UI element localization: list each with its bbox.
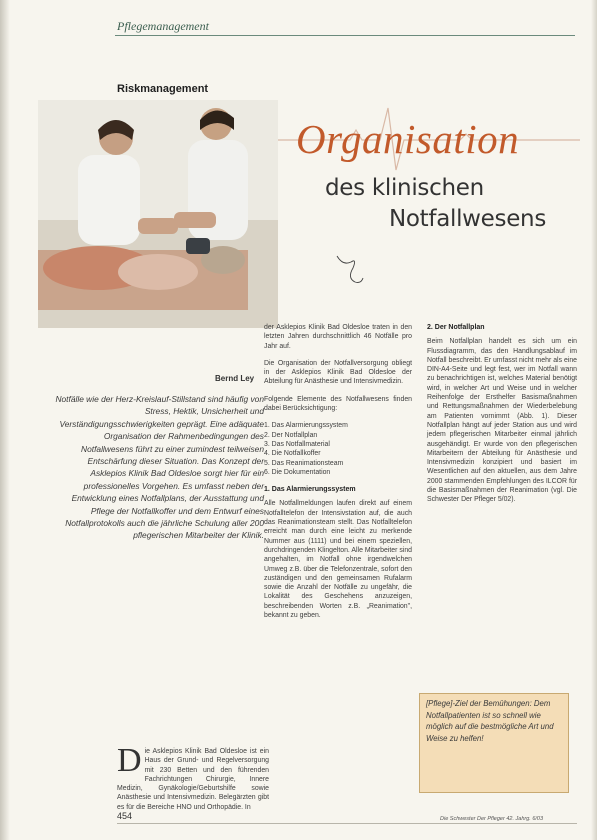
- drop-cap: D: [117, 742, 142, 779]
- author-name: Bernd Ley: [215, 374, 255, 383]
- page-number: 454: [117, 811, 133, 821]
- list-item: 2. Der Notfallplan: [264, 431, 318, 439]
- section-heading-alarm: 1. Das Alarmierungssystem: [264, 486, 356, 494]
- elements-list: [264, 421, 412, 477]
- list-item: 4. Die Notfallkoffer: [264, 450, 321, 458]
- handwritten-squiggle: [333, 252, 367, 288]
- header-rule: [115, 35, 575, 36]
- footer-rule: [117, 823, 577, 824]
- column-1-text: ie Asklepios Klinik Bad Oldesloe ist ein Haus der Grund- und Regelversorgung mit 230 Betten und den führenden Fachrichtungen Chirurgie, Innere Medizin, Gynäkologie/Geburtshilfe sowie Anästhesie und Intensivmedizin. Belegärzten gibt es für die Bereiche HNO und Orthopädie. In: [117, 748, 269, 811]
- body-column-1: [117, 742, 269, 812]
- list-item: 1. Das Alarmierungssystem: [264, 422, 348, 430]
- list-item: 3. Das Notfallmaterial: [264, 440, 330, 448]
- column-2-paragraph-2: Die Organisation der Notfallversorgung obliegt in der Asklepios Klinik Bad Oldesloe der Abteilung für Anästhesie und Intensivmedizin.: [264, 359, 412, 386]
- list-item: 5. Das Reanimationsteam: [264, 459, 344, 467]
- article-kicker: Riskmanagement: [117, 83, 209, 95]
- teaser-text: Notfälle wie der Herz-Kreislauf-Stillstand sind häufig von Stress, Hektik, Unsicherheit und Verständigungsschwierigkeiten geprägt. Eine adäquate Organisation der Rahmenbedingungen des Notfallwesens führt zu einer zumindest teilweisen Entschärfung dieser Situation. Das Konzept der Asklepios Klinik Bad Oldesloe sorgt hier für ein professionelles Vorgehen. Es umfasst neben der Entwicklung eines Notfallplans, der Ausstattung und Pflege der Notfallkoffer und dem Entwurf eines Notfallprotokolls auch die jährliche Schulung aller 200 pflegerischen Mitarbeiter der Klinik.: [55, 394, 264, 541]
- page-gutter-shadow: [0, 0, 10, 840]
- nurses-photo: [38, 100, 278, 328]
- section-label: Pflegemanagement: [117, 19, 209, 33]
- column-3-paragraph-1: Beim Notfallplan handelt es sich um ein Flussdiagramm, das den Handlungsablauf im Notfall beschreibt. Er umfasst nicht mehr als eine DIN-A4-Seite und legt fest, wer im Notfall wann zu benachrichtigen ist, welches Material benötigt wird, in welcher Art und Weise und in welcher Reihenfolge der Ersthelfer Basismaßnahmen und Rettungsmaßnahmen der Wiederbelebung am Patienten vornimmt (Abb. 1). Dieser Notfallplan hängt auf jeder Station aus und wird jedem pflegerischen Mitarbeiter einmal jährlich ausgehändigt. Er wurde von den pflegerischen Mitarbeitern der Abteilung für Anästhesie und Intensivmedizin konzipiert und basiert im Wesentlichen auf den aktuellen, aus dem Jahre 2000 stammenden Empfehlungen des ILCOR für die Basismaßnahmen der Reanimation (vgl. Die Schwester Der Pfleger 5/02).: [427, 338, 577, 504]
- section-heading-notfallplan: 2. Der Notfallplan: [427, 324, 485, 331]
- article-subtitle-line2: Notfallwesens: [389, 206, 547, 232]
- body-column-3: [427, 323, 577, 513]
- callout-box: [Pflege]-Ziel der Bemühungen: Dem Notfallpatienten ist so schnell wie möglich auf die bestmögliche Art und Weise zu helfen!: [419, 693, 569, 793]
- body-column-2: [264, 323, 412, 628]
- column-2-intro: der Asklepios Klinik Bad Oldesloe traten in den letzten Jahren durchschnittlich 46 Notfälle pro Jahr auf.: [264, 324, 412, 350]
- article-title: Organisation: [296, 116, 520, 162]
- page-edge-shadow: [591, 0, 597, 840]
- column-2-paragraph-3: Folgende Elemente des Notfallwesens finden dabei Berücksichtigung:: [264, 395, 412, 413]
- article-subtitle-line1: des klinischen: [325, 175, 484, 201]
- list-item: 6. Die Dokumentation: [264, 468, 331, 476]
- footer-source: Die Schwester Der Pfleger 42. Jahrg. 6/03: [440, 816, 544, 822]
- column-2-paragraph-4: Alle Notfallmeldungen laufen direkt auf einem Notfalltelefon der Intensivstation auf, die auch das Reanimationsteam stellt. Das Notfalltelefon erreicht man durch eine leicht zu merkende Nummer aus (1111) und bei einem speziellen, durchdringenden Klingelton. Alle Mitarbeiter sind angehalten, im Notfall ohne irgendwelchen Umweg z.B. über die Telefonzentrale, sofort den zuständigen und den gemeinsamen Rufalarm sowie die Anzahl der Notfälle zu ungefähr, die Lokalität des Geschehens anzuzeigen, beschreibenden Worten z.B. „Reanimation", bekannt zu geben.: [264, 500, 412, 620]
